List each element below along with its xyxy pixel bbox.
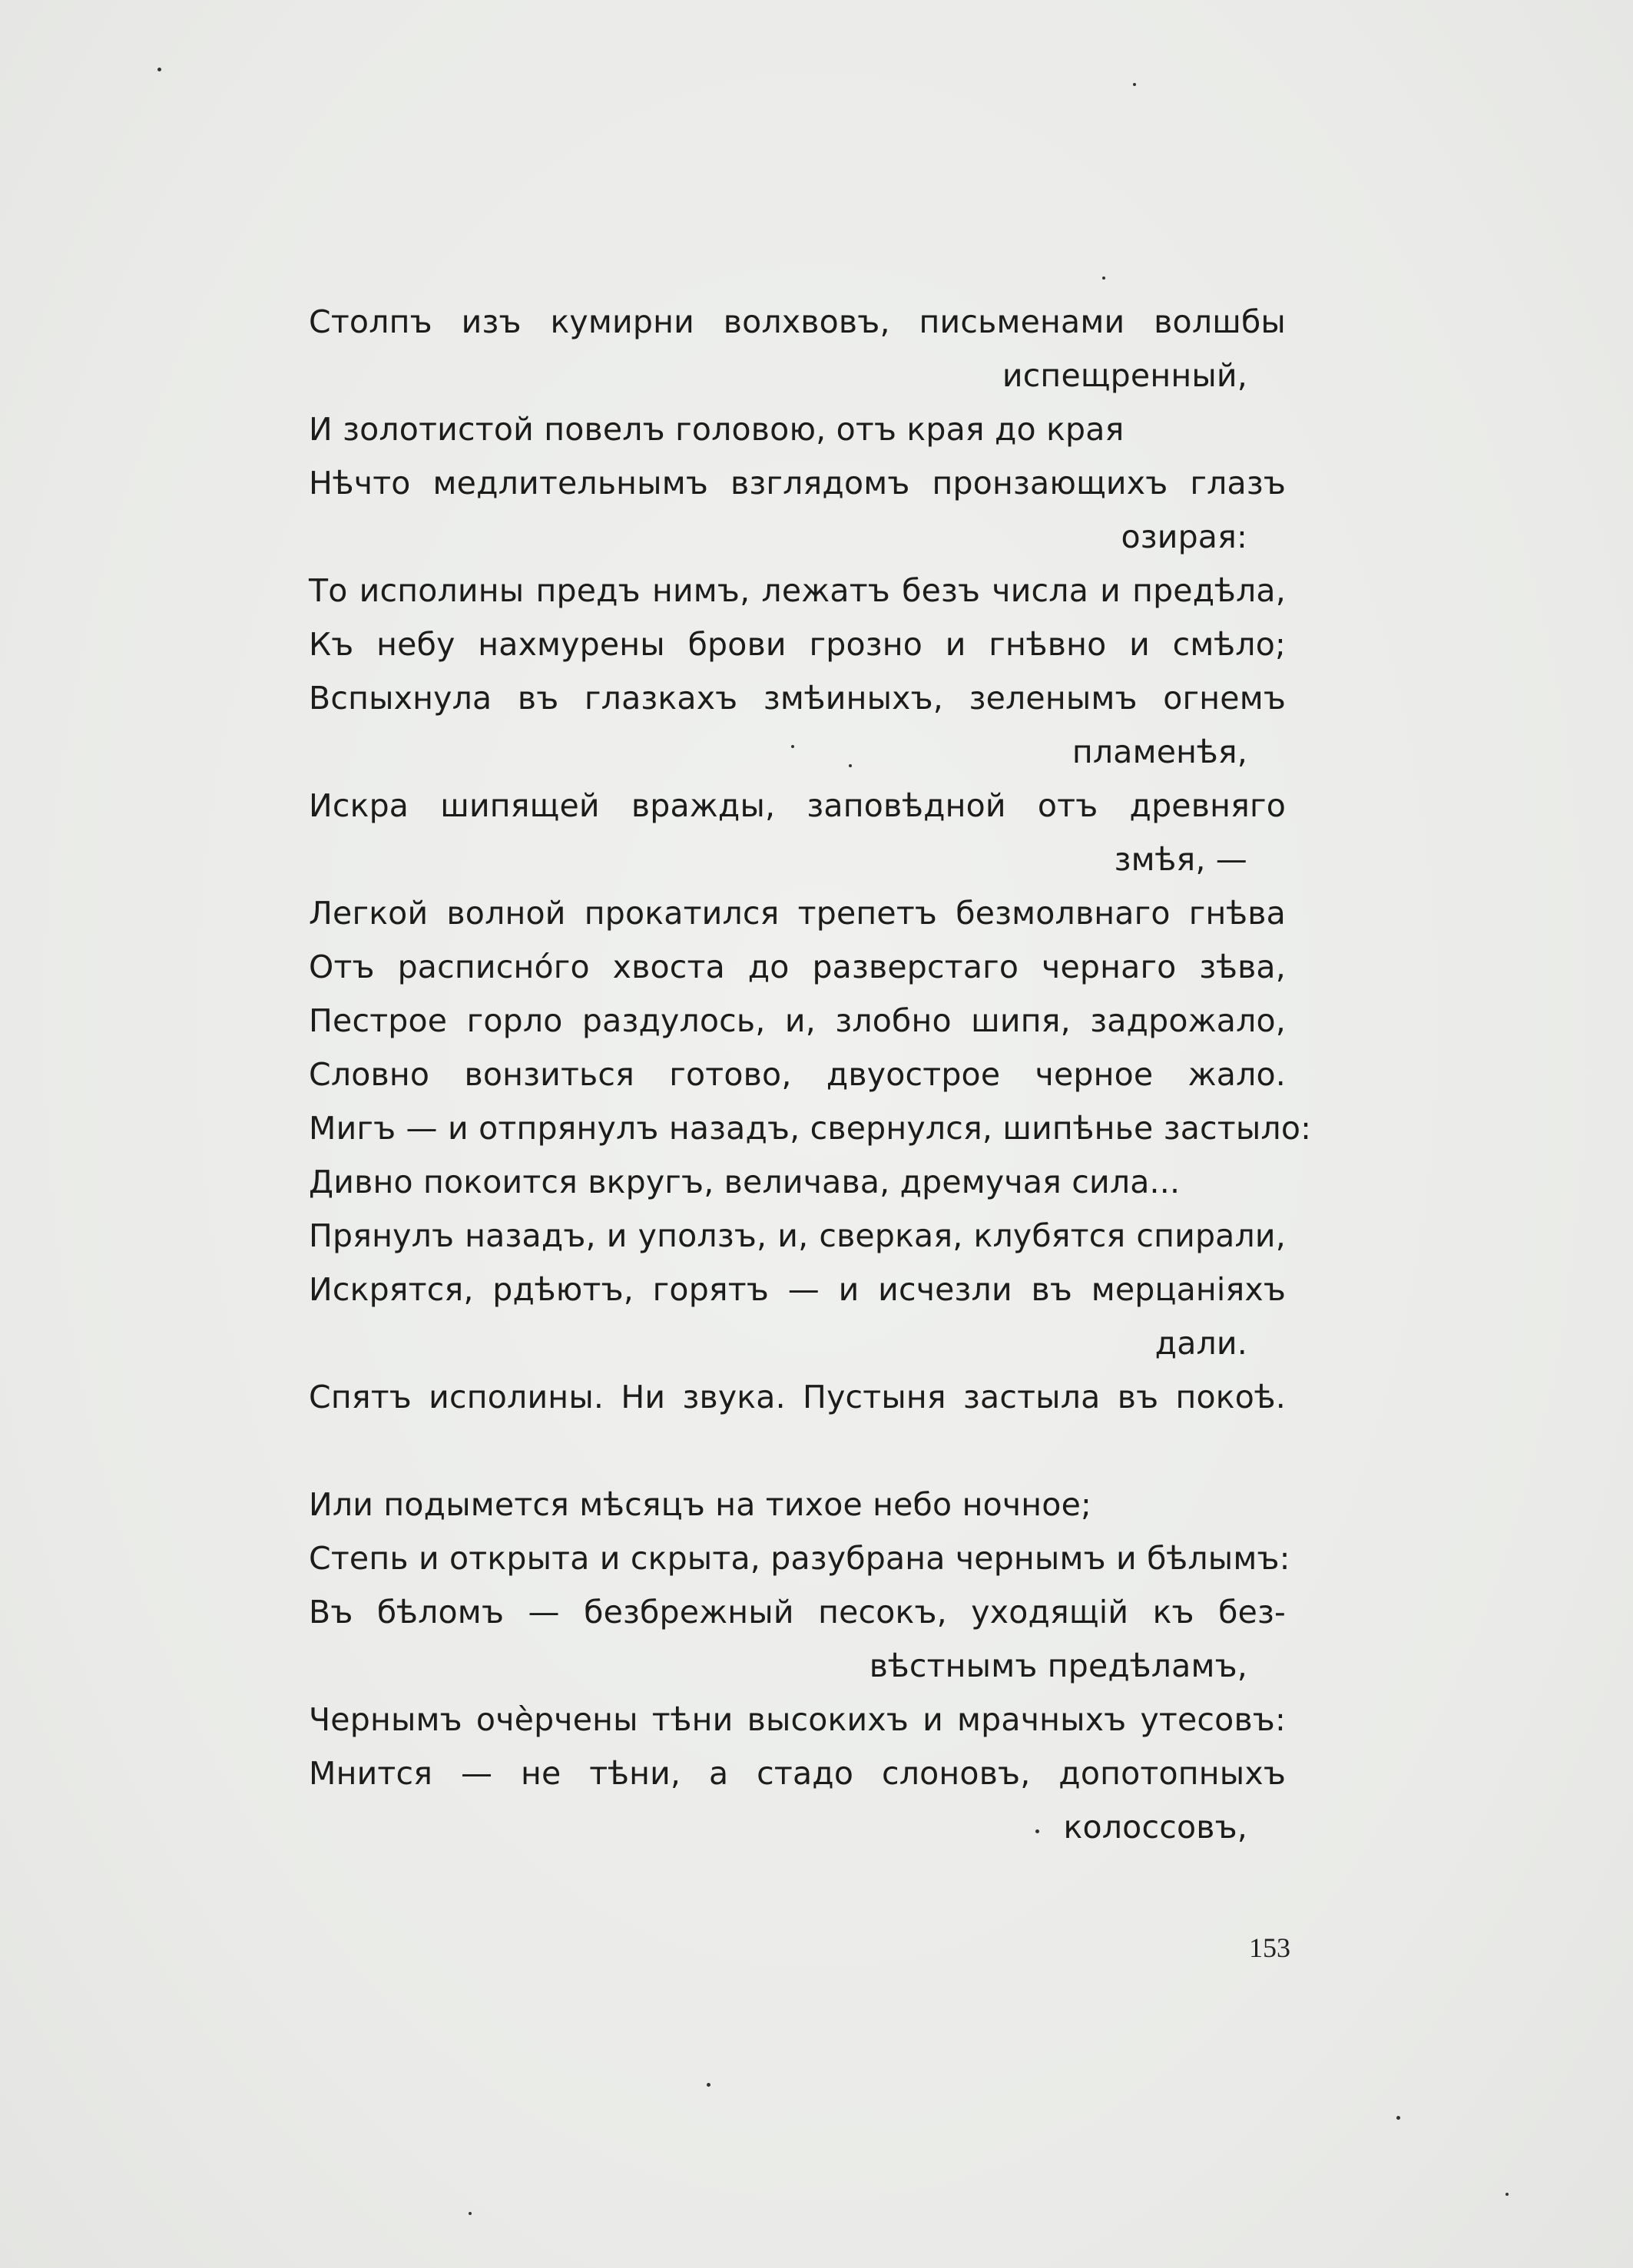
paper-speck xyxy=(1035,1829,1039,1833)
stanza xyxy=(309,1478,1290,1854)
verse-line-continuation: дали. xyxy=(1154,1325,1247,1362)
verse-line: Мнится — не тѣни, а стадо слоновъ, допотопныхъ xyxy=(309,1755,1286,1792)
verse-line: Столпъ изъ кумирни волхвовъ, письменами волшбы xyxy=(309,303,1286,340)
verse-line: Къ небу нахмурены брови грозно и гнѣвно и смѣло; xyxy=(309,626,1286,663)
paper-speck xyxy=(1396,2116,1400,2120)
verse-line: Чернымъ очèрчены тѣни высокихъ и мрачныхъ утесовъ: xyxy=(309,1701,1286,1738)
verse-line: И золотистой повелъ головою, отъ края до края xyxy=(309,411,1125,448)
verse-line: Прянулъ назадъ, и уползъ, и, сверкая, клубятся спирали, xyxy=(309,1217,1286,1254)
paper-speck xyxy=(1133,83,1136,86)
verse-line: То исполины предъ нимъ, лежатъ безъ числа и предѣла, xyxy=(309,572,1286,609)
verse-line: Легкой волной прокатился трепетъ безмолвнаго гнѣва xyxy=(309,895,1286,932)
verse-line: Степь и открыта и скрыта, разубрана чернымъ и бѣлымъ: xyxy=(309,1540,1290,1577)
verse-line: Пестрое горло раздулось, и, злобно шипя, задрожало, xyxy=(309,1002,1286,1039)
verse-line: Спятъ исполины. Ни звука. Пустыня застыла въ покоѣ. xyxy=(309,1379,1286,1415)
verse-line-continuation: пламенѣя, xyxy=(1072,733,1247,770)
paper-speck xyxy=(849,764,852,767)
verse-line-continuation: вѣстнымъ предѣламъ, xyxy=(869,1647,1247,1684)
verse-line: Отъ расписнóго хвоста до разверстаго чернаго зѣва, xyxy=(309,949,1286,985)
paper-speck xyxy=(1102,276,1105,280)
verse-line-continuation: испещренный, xyxy=(1002,357,1247,394)
poem-text xyxy=(309,295,1312,1854)
verse-line: Словно вонзиться готово, двуострое черное жало. xyxy=(309,1056,1286,1093)
page-number: 153 xyxy=(1249,1932,1290,1963)
verse-line-continuation: змѣя, — xyxy=(1114,841,1247,878)
verse-line: Или подымется мѣсяцъ на тихое небо ночное; xyxy=(309,1486,1092,1523)
verse-line-continuation: озирая: xyxy=(1121,518,1247,555)
verse-line: Искрятся, рдѣютъ, горятъ — и исчезли въ мерцаніяхъ xyxy=(309,1271,1286,1308)
stanza xyxy=(309,295,1312,1424)
paper-speck xyxy=(1505,2193,1509,2196)
paper-speck xyxy=(157,68,161,71)
verse-line: Искра шипящей вражды, заповѣдной отъ древняго xyxy=(309,787,1286,824)
verse-line-continuation: колоссовъ, xyxy=(1063,1809,1247,1846)
verse-line: Мигъ — и отпрянулъ назадъ, свернулся, шипѣнье застыло: xyxy=(309,1110,1312,1147)
verse-line: Дивно покоится вкругъ, величава, дремучая сила... xyxy=(309,1164,1181,1200)
verse-line: Вспыхнула въ глазкахъ змѣиныхъ, зеленымъ огнемъ xyxy=(309,680,1286,717)
paper-speck xyxy=(707,2083,711,2087)
verse-line: Нѣчто медлительнымъ взглядомъ пронзающихъ глазъ xyxy=(309,465,1286,502)
paper-speck xyxy=(791,745,794,748)
paper-speck xyxy=(469,2212,472,2215)
verse-line: Въ бѣломъ — безбрежный песокъ, уходящій къ без- xyxy=(309,1594,1286,1631)
